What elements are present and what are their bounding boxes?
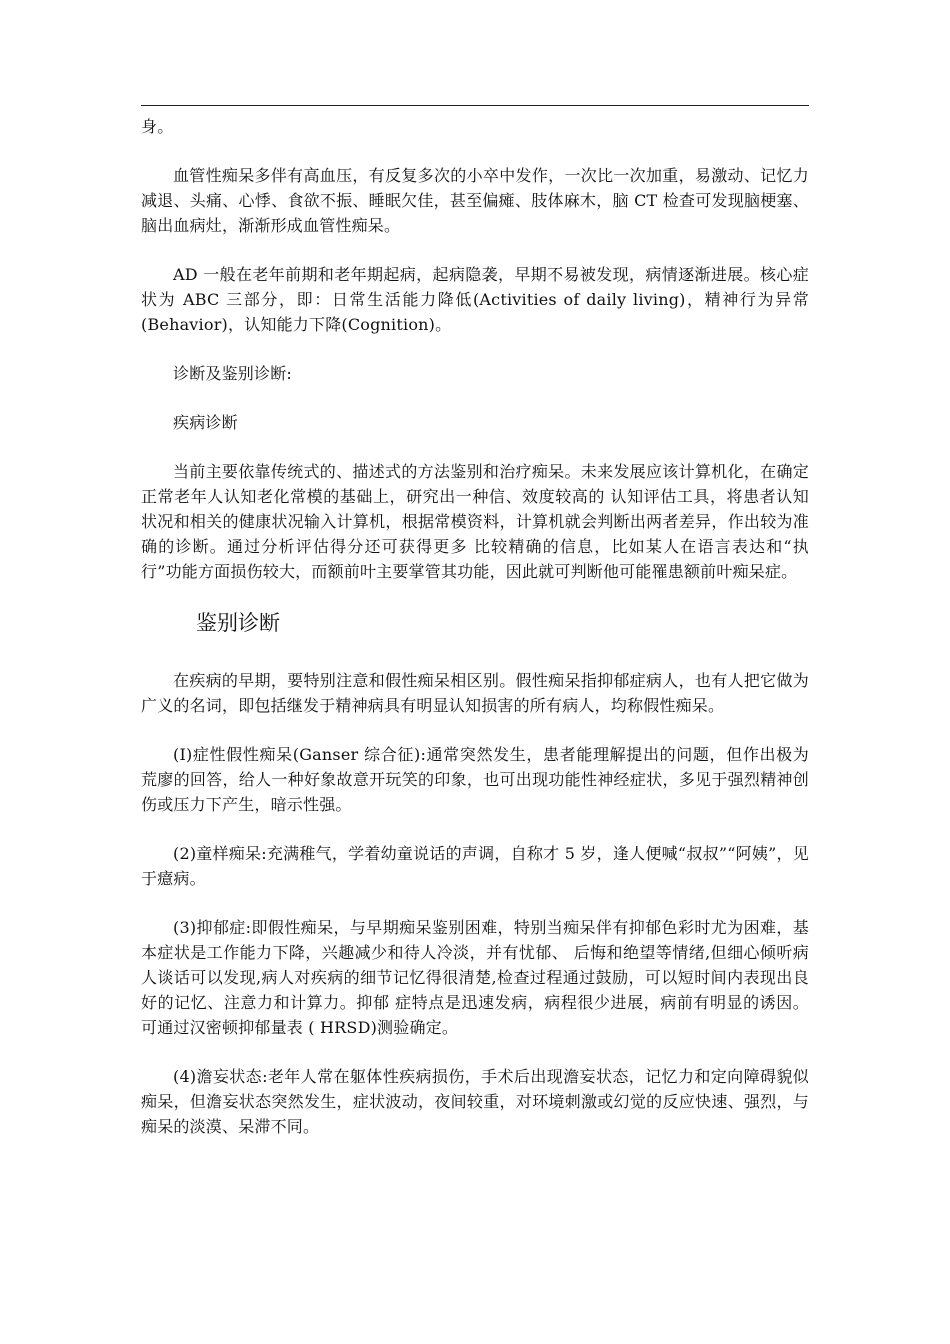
paragraph-puerilism: (2)童样痴呆:充满稚气，学着幼童说话的声调，自称才 5 岁，逢人便喊“叔叔”“阿姨”，见于癔病。 xyxy=(141,844,809,888)
paragraph-diagnosis-label: 诊断及鉴别诊断: xyxy=(173,364,292,383)
paragraph-delirium: (4)澹妄状态:老年人常在躯体性疾病损伤，手术后出现澹妄状态，记忆力和定向障碍貌似痴呆，但澹妄状态突然发生，症状波动，夜间较重，对环境刺激或幻觉的反应快速、强烈，与痴呆的淡漠、呆滞不同。 xyxy=(141,1067,809,1136)
document-body xyxy=(141,114,809,1163)
paragraph-ad-onset: AD 一般在老年前期和老年期起病，起病隐袭，早期不易被发现，病情逐渐进展。核心症状为 ABC 三部分，即：日常生活能力降低(Activities of daily living)，精神行为异常(Behavior)，认知能力下降(Cognition)。 xyxy=(141,265,809,334)
paragraph-vascular-dementia: 血管性痴呆多伴有高血压，有反复多次的小卒中发作，一次比一次加重，易激动、记忆力减退、头痛、心悸、食欲不振、睡眠欠佳，甚至偏瘫、肢体麻木，脑 CT 检查可发现脑梗塞、脑出血病灶，渐渐形成血管性痴呆。 xyxy=(141,166,809,235)
paragraph-ganser: (I)症性假性痴呆(Ganser 综合征):通常突然发生，患者能理解提出的问题，但作出极为荒廖的回答，给人一种好象故意开玩笑的印象，也可出现功能性神经症状，多见于强烈精神创伤或压力下产生，暗示性强。 xyxy=(141,745,809,814)
section-heading: 鉴别诊断 xyxy=(196,611,280,635)
paragraph-continuation: 身。 xyxy=(141,117,174,136)
paragraph-diagnosis-method: 当前主要依靠传统式的、描述式的方法鉴别和治疗痴呆。未来发展应该计算机化，在确定正常老年人认知老化常模的基础上，研究出一种信、效度较高的 认知评估工具，将患者认知状况和相关的健康状况输入计算机，根据常模资料，计算机就会判断出两者差异，作出较为准确的诊断。通过分析评估得分还可获得更多 比较精确的信息，比如某人在语言表达和“执行”功能方面损伤较大，而额前叶主要掌管其功能，因此就可判断他可能罹患额前叶痴呆症。 xyxy=(141,462,809,581)
header-rule xyxy=(141,105,809,106)
paragraph-disease-diagnosis-label: 疾病诊断 xyxy=(173,413,238,432)
paragraph-pseudodementia-intro: 在疾病的早期，要特别注意和假性痴呆相区别。假性痴呆指抑郁症病人，也有人把它做为广义的名词，即包括继发于精神病具有明显认知损害的所有病人，均称假性痴呆。 xyxy=(141,671,809,715)
paragraph-depression: (3)抑郁症:即假性痴呆，与早期痴呆鉴别困难，特别当痴呆伴有抑郁色彩时尤为困难，基本症状是工作能力下降，兴趣减少和待人冷淡，并有忧郁、 后悔和绝望等情绪,但细心倾听病人谈话可以发现,病人对疾病的细节记忆得很清楚,检查过程通过鼓励，可以短时间内表现出良好的记忆、注意力和计算力。抑郁 症特点是迅速发病，病程很少进展，病前有明显的诱因。可通过汉密顿抑郁量表 ( HRSD)测验确定。 xyxy=(141,918,809,1037)
